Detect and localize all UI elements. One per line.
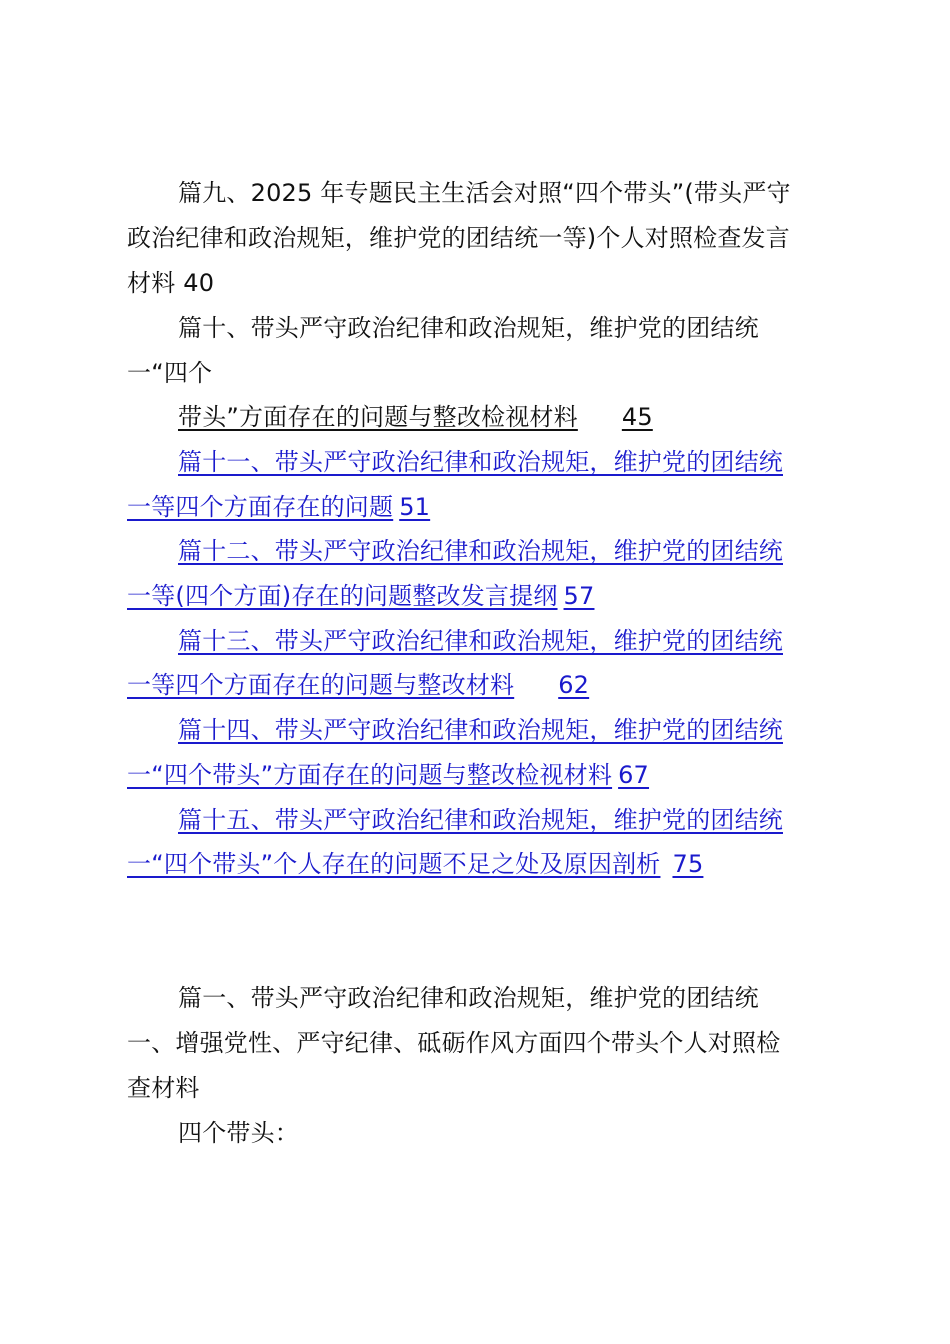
toc-item-10-title: 带头”方面存在的问题与整改检视材料 <box>178 403 578 431</box>
toc-item-14-line-2[interactable] <box>127 760 649 790</box>
toc-item-10-line-2: 一“四个 <box>127 359 213 387</box>
toc-item-11-line-2[interactable] <box>127 492 430 522</box>
toc-item-13-line-1[interactable] <box>178 626 783 656</box>
toc-item-11-line-1[interactable] <box>178 447 783 477</box>
toc-item-9-line-2: 政治纪律和政治规矩，维护党的团结统一等)个人对照检查发言 <box>127 224 790 252</box>
toc-item-15-line-1[interactable] <box>178 805 783 835</box>
toc-item-14-line-1[interactable] <box>178 715 783 745</box>
toc-item-12-link[interactable]: 篇十二、带头严守政治纪律和政治规矩，维护党的团结统 <box>178 537 783 565</box>
toc-item-13-title: 一等四个方面存在的问题与整改材料 <box>127 671 515 699</box>
toc-item-14-page: 67 <box>618 761 650 789</box>
toc-item-11-page: 51 <box>399 493 431 521</box>
toc-item-11-link-cont[interactable] <box>127 493 430 521</box>
subheading: 四个带头： <box>178 1119 299 1147</box>
toc-item-12-line-1[interactable] <box>178 536 783 566</box>
toc-item-14-link[interactable]: 篇十四、带头严守政治纪律和政治规矩，维护党的团结统 <box>178 716 783 744</box>
toc-item-9-line-3: 材料 40 <box>127 269 215 297</box>
toc-item-10-line-3[interactable] <box>178 402 653 432</box>
toc-item-13-link-cont[interactable] <box>127 671 589 699</box>
toc-item-9-line-1: 篇九、2025 年专题民主生活会对照“四个带头”(带头严守 <box>178 179 791 207</box>
toc-item-12-page: 57 <box>563 582 595 610</box>
section-heading-line-2: 一、增强党性、严守纪律、砥砺作风方面四个带头个人对照检 <box>127 1029 781 1057</box>
toc-item-12-line-2[interactable] <box>127 581 594 611</box>
toc-item-13-link[interactable]: 篇十三、带头严守政治纪律和政治规矩，维护党的团结统 <box>178 627 783 655</box>
toc-item-15-link[interactable]: 篇十五、带头严守政治纪律和政治规矩，维护党的团结统 <box>178 806 783 834</box>
toc-item-12-title: 一等(四个方面)存在的问题整改发言提纲 <box>127 582 558 610</box>
section-heading-line-1: 篇一、带头严守政治纪律和政治规矩，维护党的团结统 <box>178 984 759 1012</box>
toc-item-14-link-cont[interactable] <box>127 761 649 789</box>
toc-item-15-title: 一“四个带头”个人存在的问题不足之处及原因剖析 <box>127 850 661 878</box>
toc-item-13-line-2[interactable] <box>127 670 589 700</box>
toc-item-10-line-1: 篇十、带头严守政治纪律和政治规矩，维护党的团结统 <box>178 314 759 342</box>
toc-item-12-link-cont[interactable] <box>127 582 594 610</box>
toc-item-11-title: 一等四个方面存在的问题 <box>127 493 394 521</box>
toc-item-14-title: 一“四个带头”方面存在的问题与整改检视材料 <box>127 761 613 789</box>
toc-item-15-page: 75 <box>672 850 704 878</box>
section-heading-line-3: 查材料 <box>127 1074 200 1102</box>
toc-item-10-page: 45 <box>621 403 653 431</box>
toc-item-10-link[interactable] <box>178 403 653 431</box>
toc-item-15-link-cont[interactable] <box>127 850 703 878</box>
toc-item-13-page: 62 <box>558 671 590 699</box>
toc-item-11-link[interactable]: 篇十一、带头严守政治纪律和政治规矩，维护党的团结统 <box>178 448 783 476</box>
toc-item-15-line-2[interactable] <box>127 849 703 879</box>
